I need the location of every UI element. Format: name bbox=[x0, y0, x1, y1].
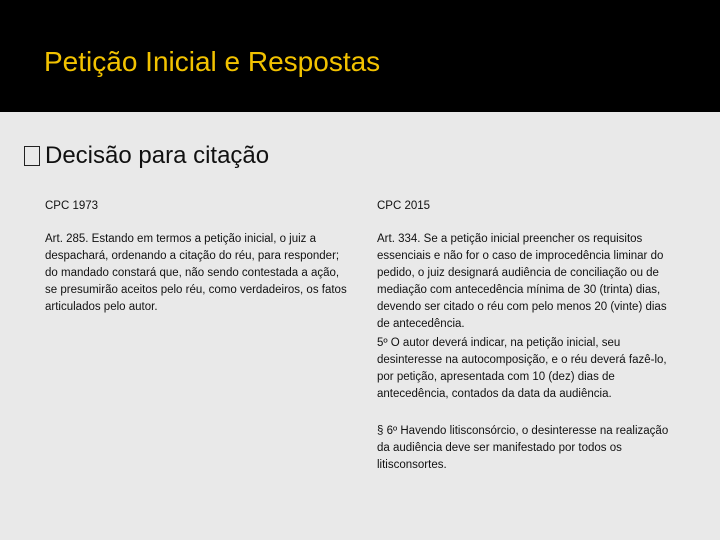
right-column-paragraph-2: 5º O autor deverá indicar, na petição inicial, seu desinteresse na autocomposição, e o réu deverá fazê-lo, por petição, apresentada com 10 (dez) dias de antecedência, contados da data da audiência. bbox=[377, 337, 667, 400]
left-column-body: Art. 285. Estando em termos a petição inicial, o juiz a despachará, ordenando a citação do réu, para responder; do mandado constará que, não sendo contestada a ação, se presumirão aceitos pelo réu, como verdadeiros, os fatos articulados pelo autor. bbox=[45, 233, 347, 313]
right-column-heading: CPC 2015 bbox=[377, 200, 431, 212]
slide-title: Petição Inicial e Respostas bbox=[44, 46, 381, 77]
right-column-paragraph-3: § 6º Havendo litisconsórcio, o desinteresse na realização da audiência deve ser manifestado por todos os litisconsortes. bbox=[377, 425, 669, 471]
left-column bbox=[45, 198, 350, 316]
title-bar bbox=[0, 0, 720, 112]
bullet-item bbox=[24, 140, 269, 172]
left-column-heading: CPC 1973 bbox=[45, 200, 99, 212]
right-column-paragraph-1: Art. 334. Se a petição inicial preencher os requisitos essenciais e não for o caso de improcedência liminar do pedido, o juiz designará audiência de conciliação ou de mediação com antecedência mínima de 30 (trinta) dias, devendo ser citado o réu com pelo menos 20 (vinte) dias de antecedência. bbox=[377, 233, 667, 330]
bullet-icon bbox=[24, 146, 40, 166]
bullet-text: Decisão para citação bbox=[45, 142, 270, 169]
right-column bbox=[377, 198, 677, 474]
